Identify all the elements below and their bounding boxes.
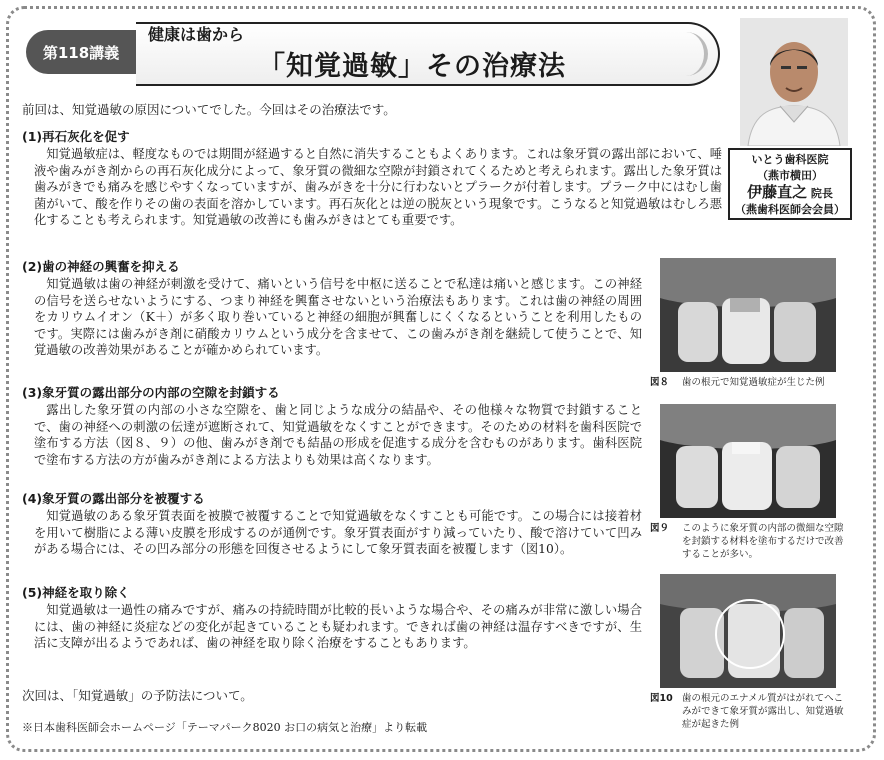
section-5 (22, 584, 642, 652)
figure-caption-text: 歯の根元のエナメル質がはがれてへこみができて象牙質が露出し、知覚過敏症が起きた例 (682, 693, 844, 730)
association: （燕歯科医師会会員） (735, 203, 845, 216)
section-heading: (5)神経を取り除く (22, 585, 130, 600)
figure-9-photo (660, 404, 836, 518)
figure-9-caption (650, 522, 850, 561)
clinic-location: （燕市横田） (757, 169, 823, 182)
figure-caption-text: このように象牙質の内部の微細な空隙を封鎖する材料を塗布するだけで改善することが多い。 (682, 523, 844, 560)
section-3 (22, 384, 642, 468)
section-body: 知覚過敏は歯の神経が刺激を受けて、痛いという信号を中枢に送ることで私達は痛いと感じます。この神経の信号を送らせないようにする、つまり神経を興奮させないという治療法もあります。これは歯の神経の周囲をカリウムイオン（K＋）が多く取り巻いていると神経の細胞が興奮しにくくなるということを利用したものです。実際には歯みがき剤に硝酸カリウムという成分を含ませて、この歯みがき剤を継続して使うことで、知覚過敏の改善効果があることが確かめられています。 (34, 277, 642, 357)
intro-text: 前回は、知覚過敏の原因についてでした。今回はその治療法です。 (22, 102, 396, 117)
section-1 (22, 128, 722, 229)
figure-number: 図８ (650, 377, 670, 388)
figure-caption-text: 歯の根元で知覚過敏症が生じた例 (682, 377, 825, 388)
section-heading: (3)象牙質の露出部分の内部の空隙を封鎖する (22, 385, 280, 400)
section-4 (22, 490, 642, 558)
figure-number: 図９ (650, 523, 670, 534)
clinic-info-box (728, 148, 852, 220)
section-body: 知覚過敏症は、軽度なものでは期間が経過すると自然に消失することもよくあります。これは象牙質の露出部において、唾液や歯みがき剤からの再石灰化成分によって、象牙質の微細な空隙が封鎖されてくるためと考えられます。露出した象牙質は歯みがきでも痛みを感じやすくなっていますが、歯みがきを十分に行わないとプラークが付着します。プラーク中にはむし歯菌がいて、酸を作りその歯の表面を溶かしています。再石灰化とは逆の脱灰という現象です。こうなると知覚過敏はむしろ悪化することも考えられます。知覚過敏の改善にも歯みがきはとても重要です。 (34, 147, 722, 227)
doctor-portrait (740, 18, 848, 146)
figure-10-photo (660, 574, 836, 688)
doctor-role: 院長 (810, 187, 833, 200)
section-body: 知覚過敏のある象牙質表面を被膜で被覆することで知覚過敏をなくすことも可能です。この場合には接着材を用いて樹脂による薄い皮膜を形成するのが通例です。象牙質表面がすり減っていたり、酸で溶けていて凹みがある場合には、その凹み部分の形態を回復させるようにして象牙質表面を被覆します（図10）。 (34, 509, 642, 556)
source-note: ※日本歯科医師会ホームページ「テーマパーク8020 お口の病気と治療」より転載 (22, 721, 428, 734)
clinic-name: いとう歯科医院 (751, 153, 829, 166)
section-body: 露出した象牙質の内部の小さな空隙を、歯と同じような成分の結晶や、その他様々な物質で封鎖することで、歯の神経への刺激の伝達が遮断されて、知覚過敏をなくすことができます。そのための材料を歯科医院で塗布する方法（図８、９）の他、歯みがき剤でも結晶の形成を促進する成分を含むものがあります。歯科医院で塗布する方法の方が歯みがき剤による方法よりも効果は高くなります。 (34, 403, 642, 467)
series-subtitle: 健康は歯から (148, 25, 245, 44)
figure-8-photo (660, 258, 836, 372)
page-title: 「知覚過敏」その治療法 (258, 51, 566, 82)
figure-number: 図10 (650, 693, 673, 704)
figure-8-caption (650, 376, 850, 389)
figure-10-caption (650, 692, 850, 731)
section-heading: (1)再石灰化を促す (22, 129, 130, 144)
lecture-badge: 第118講義 (26, 30, 136, 74)
next-time-text: 次回は、「知覚過敏」の予防法について。 (22, 688, 253, 703)
section-2 (22, 258, 642, 359)
section-body: 知覚過敏は一過性の痛みですが、痛みの持続時間が比較的長いような場合や、その痛みが非常に激しい場合には、歯の神経に炎症などの変化が起きていることも疑われます。できれば歯の神経は温存すべきですが、生活に支障が出るようであれば、歯の神経を取り除く治療をすることもあります。 (34, 603, 642, 650)
doctor-name: 伊藤直之 (747, 183, 808, 201)
section-heading: (2)歯の神経の興奮を抑える (22, 259, 180, 274)
section-heading: (4)象牙質の露出部分を被覆する (22, 491, 205, 506)
